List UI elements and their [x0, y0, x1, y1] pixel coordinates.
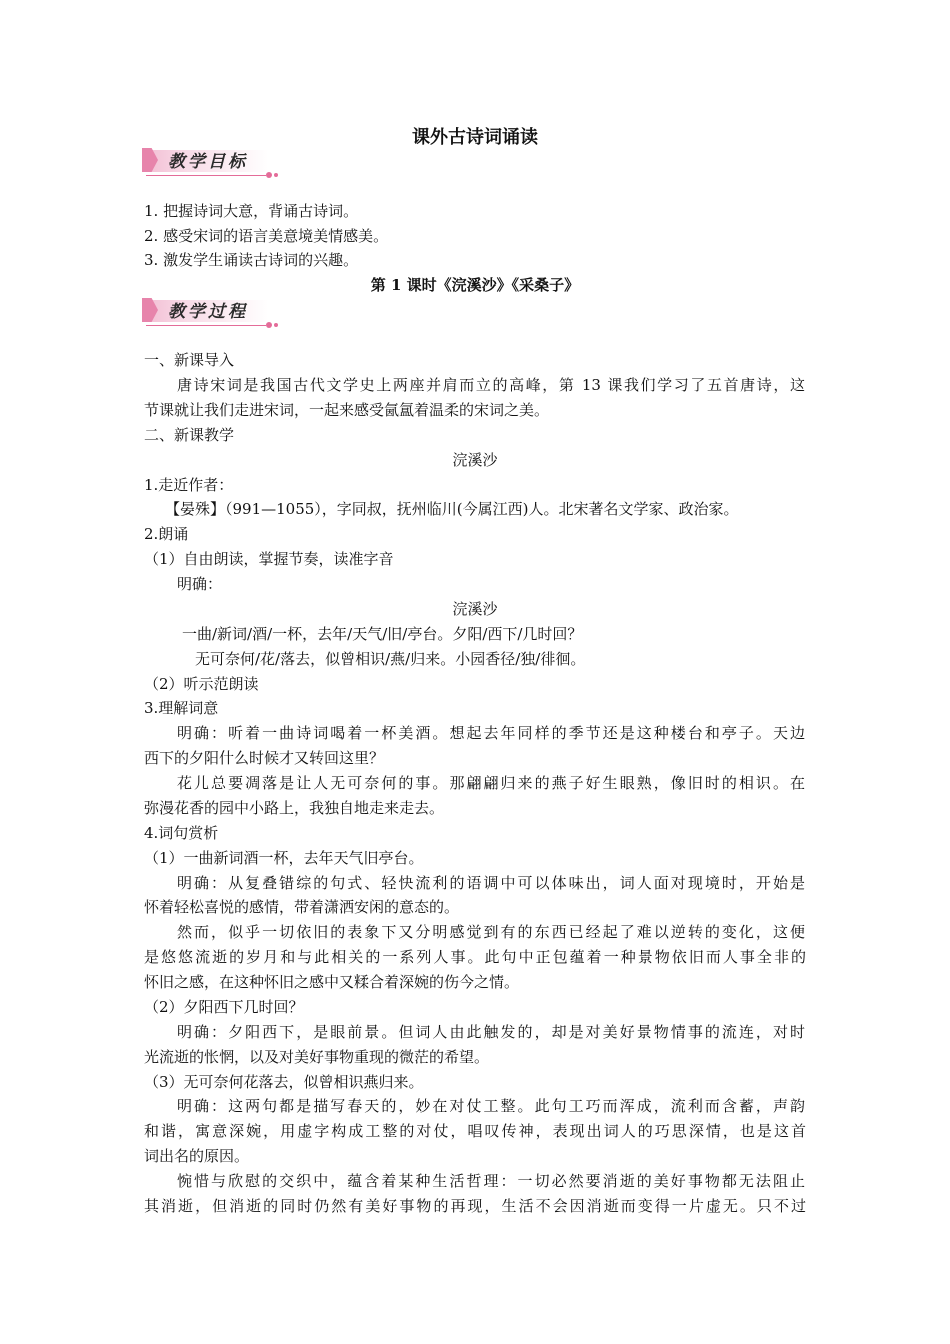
- list-item: （2）听示范朗读: [144, 675, 259, 693]
- list-item: （3）无可奈何花落去，似曾相识燕归来。: [144, 1073, 424, 1091]
- subheading: 3.理解词意: [144, 699, 219, 717]
- paragraph-line: 光流逝的怅惘，以及对美好事物重现的微茫的希望。: [144, 1048, 490, 1066]
- banner-label: 教学过程: [168, 302, 248, 322]
- paragraph-line: 明确：从复叠错综的句式、轻快流利的语调中可以体味出，词人面对现境时，开始是: [177, 874, 805, 892]
- banner-dot-icon: [274, 173, 278, 177]
- banner-teaching-process: [142, 296, 282, 328]
- paragraph-line: 和谐，寓意深婉，用虚字构成工整的对仗，唱叹传神，表现出词人的巧思深情，也是这首: [144, 1122, 806, 1140]
- paragraph-line: 惋惜与欣慰的交织中，蕴含着某种生活哲理：一切必然要消逝的美好事物都无法阻止: [177, 1172, 805, 1190]
- goal-item: 2. 感受宋词的语言美意境美情感美。: [144, 227, 389, 245]
- paragraph-line: 明确：听着一曲诗词喝着一杯美酒。想起去年同样的季节还是这种楼台和亭子。天边: [177, 724, 805, 742]
- author-info: 【晏殊】（991—1055），字同叔，抚州临川(今属江西)人。北宋著名文学家、政治家。: [165, 500, 739, 518]
- paragraph-line: 怀着轻松喜悦的感情，带着潇洒安闲的意态的。: [144, 898, 460, 916]
- section-heading: 一、新课导入: [144, 351, 235, 369]
- poem-title: 浣溪沙: [452, 600, 498, 618]
- section-heading: 二、新课教学: [144, 426, 235, 444]
- goal-item: 1. 把握诗词大意，背诵古诗词。: [144, 202, 359, 220]
- subheading: 4.词句赏析: [144, 824, 219, 842]
- list-item: （2）夕阳西下几时回？: [144, 998, 304, 1016]
- banner-label: 教学目标: [168, 152, 248, 172]
- poem-line: 一曲/新词/酒/一杯，去年/天气/旧/亭台。夕阳/西下/几时回？: [182, 625, 583, 643]
- poem-line: 无可奈何/花/落去，似曾相识/燕/归来。小园香径/独/徘徊。: [195, 650, 586, 668]
- list-item: （1）自由朗读，掌握节奏，读准字音: [144, 550, 394, 568]
- list-item: （1）一曲新词酒一杯，去年天气旧亭台。: [144, 849, 424, 867]
- paragraph-line: 然而，似乎一切依旧的表象下又分明感觉到有的东西已经起了难以逆转的变化，这便: [177, 923, 805, 941]
- paragraph-line: 花儿总要凋落是让人无可奈何的事。那翩翩归来的燕子好生眼熟，像旧时的相识。在: [177, 774, 805, 792]
- page-title: 课外古诗词诵读: [412, 127, 538, 148]
- poem-heading: 浣溪沙: [452, 451, 498, 469]
- paragraph-line: 明确：这两句都是描写春天的，妙在对仗工整。此句工巧而浑成，流利而含蓄，声韵: [177, 1097, 805, 1115]
- paragraph-line: 节课就让我们走进宋词，一起来感受氤氲着温柔的宋词之美。: [144, 401, 550, 419]
- banner-dot-icon: [266, 172, 272, 178]
- banner-teaching-goals: [142, 146, 282, 178]
- answer-label: 明确：: [177, 575, 223, 593]
- banner-dot-icon: [274, 323, 278, 327]
- paragraph-line: 西下的夕阳什么时候才又转回这里？: [144, 749, 385, 767]
- banner-dot-icon: [266, 322, 272, 328]
- subheading: 2.朗诵: [144, 525, 189, 543]
- goal-item: 3. 激发学生诵读古诗词的兴趣。: [144, 251, 359, 269]
- paragraph-line: 词出名的原因。: [144, 1147, 250, 1165]
- subheading: 1.走近作者：: [144, 476, 234, 494]
- paragraph-line: 唐诗宋词是我国古代文学史上两座并肩而立的高峰，第 13 课我们学习了五首唐诗，这: [177, 376, 805, 394]
- paragraph-line: 明确：夕阳西下，是眼前景。但词人由此触发的，却是对美好景物情事的流连，对时: [177, 1023, 805, 1041]
- paragraph-line: 怀旧之感，在这种怀旧之感中又糅合着深婉的伤今之情。: [144, 973, 520, 991]
- paragraph-line: 是悠悠流逝的岁月和与此相关的一系列人事。此句中正包蕴着一种景物依旧而人事全非的: [144, 948, 806, 966]
- paragraph-line: 其消逝，但消逝的同时仍然有美好事物的再现，生活不会因消逝而变得一片虚无。只不过: [144, 1197, 806, 1215]
- paragraph-line: 弥漫花香的园中小路上，我独自地走来走去。: [144, 799, 445, 817]
- lesson-title: 第 1 课时《浣溪沙》《采桑子》: [370, 276, 580, 294]
